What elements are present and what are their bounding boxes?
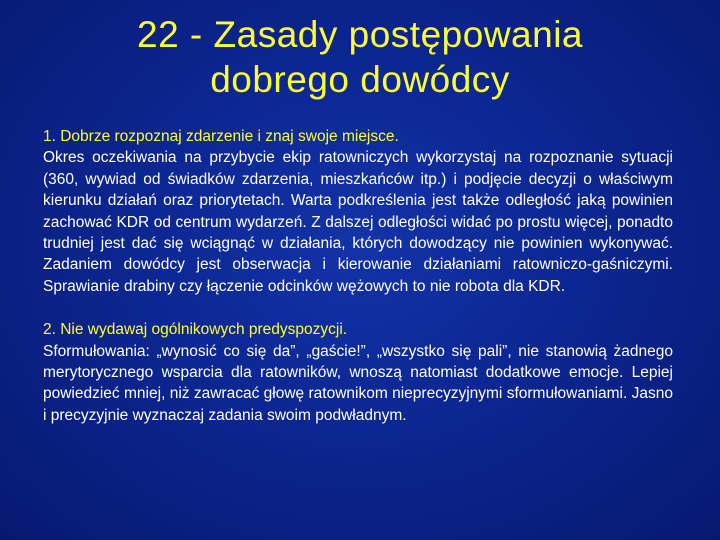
- section-1-text: Okres oczekiwania na przybycie ekip ratowniczych wykorzystaj na rozpoznanie sytuacji (360, wywiad od świadków zdarzenia, mieszkańców itp.) i podjęcie decyzji o właściwym kierunku działań oraz priorytetach. Warta podkreślenia jest także odległość jaką powinien zachować KDR od centrum wydarzeń. Z dalszej odległości widać po prostu więcej, ponadto trudniej jest dać się wciągnąć w działania, których dowodzący nie powinien wykonywać. Zadaniem dowódcy jest obserwacja i kierowanie działaniami ratowniczo-gaśniczymi. Sprawianie drabiny czy łączenie odcinków wężowych to nie robota dla KDR.: [43, 149, 673, 295]
- slide-body: [43, 126, 673, 448]
- section-1: [43, 126, 673, 297]
- section-1-heading: 1. Dobrze rozpoznaj zdarzenie i znaj swoje miejsce.: [43, 128, 399, 145]
- section-2-heading: 2. Nie wydawaj ogólnikowych predyspozycji.: [43, 321, 348, 339]
- section-2: [43, 319, 673, 426]
- slide-title-line-2: dobrego dowódcy: [210, 59, 510, 100]
- slide-title: [30, 12, 690, 102]
- slide-title-line-1: 22 - Zasady postępowania: [137, 14, 583, 55]
- section-2-text: Sformułowania: „wynosić co się da”, „gaście!”, „wszystko się pali”, nie stanowią żadnego merytorycznego wsparcia dla ratowników, wnoszą natomiast dodatkowe emocje. Lepiej powiedzieć mniej, niż zawracać głowę ratownikom nieprecyzyjnymi sformułowaniami. Jasno i precyzyjnie wyznaczaj zadania swoim podwładnym.: [43, 342, 673, 424]
